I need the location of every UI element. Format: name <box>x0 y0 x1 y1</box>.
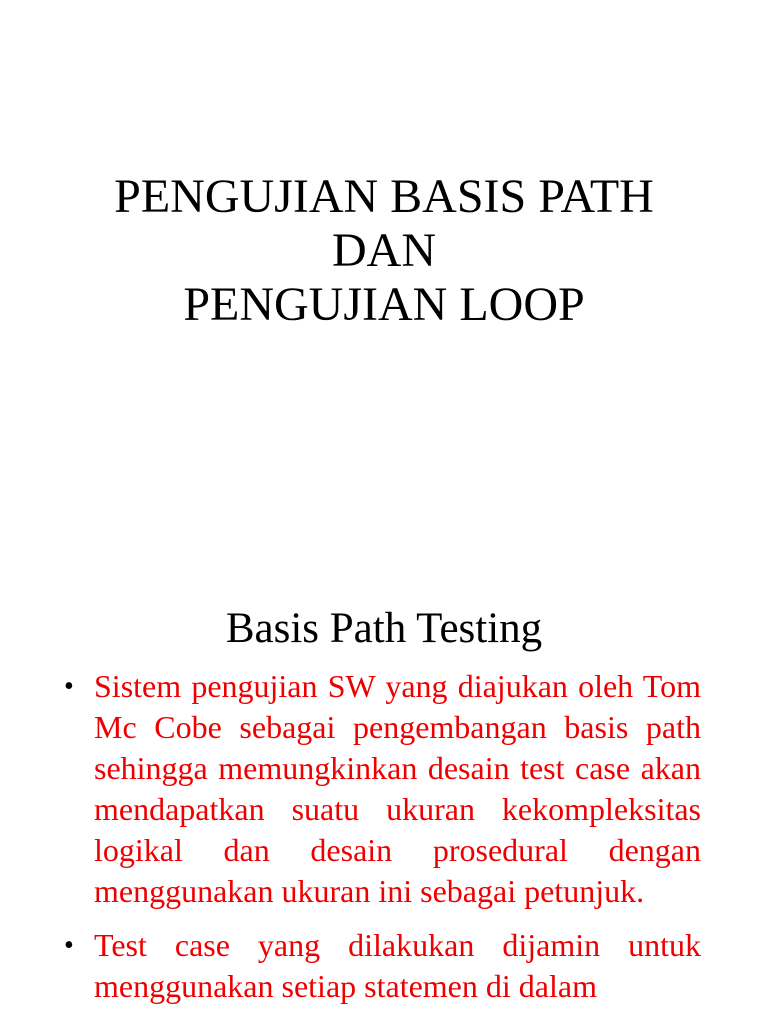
title-line-1: PENGUJIAN BASIS PATH <box>114 170 654 223</box>
slide-title <box>0 170 768 332</box>
slide-heading: Basis Path Testing <box>225 605 543 652</box>
content-slide <box>0 576 768 1024</box>
bullet-icon: • <box>64 671 74 702</box>
bullet-item <box>64 925 701 1007</box>
bullet-item <box>64 666 701 912</box>
bullet-list <box>64 666 701 1020</box>
bullet-icon: • <box>64 930 74 961</box>
bullet-text: Test case yang dilakukan dijamin untuk menggunakan setiap statemen di dalam <box>94 927 701 1004</box>
title-line-3: PENGUJIAN LOOP <box>183 278 585 331</box>
title-line-2: DAN <box>332 224 436 277</box>
bullet-text: Sistem pengujian SW yang diajukan oleh Tom Mc Cobe sebagai pengembangan basis path sehingga memungkinkan desain test case akan mendapatkan suatu ukuran kekompleksitas logikal dan desain prosedural dengan menggunakan ukuran ini sebagai petunjuk. <box>94 668 701 909</box>
